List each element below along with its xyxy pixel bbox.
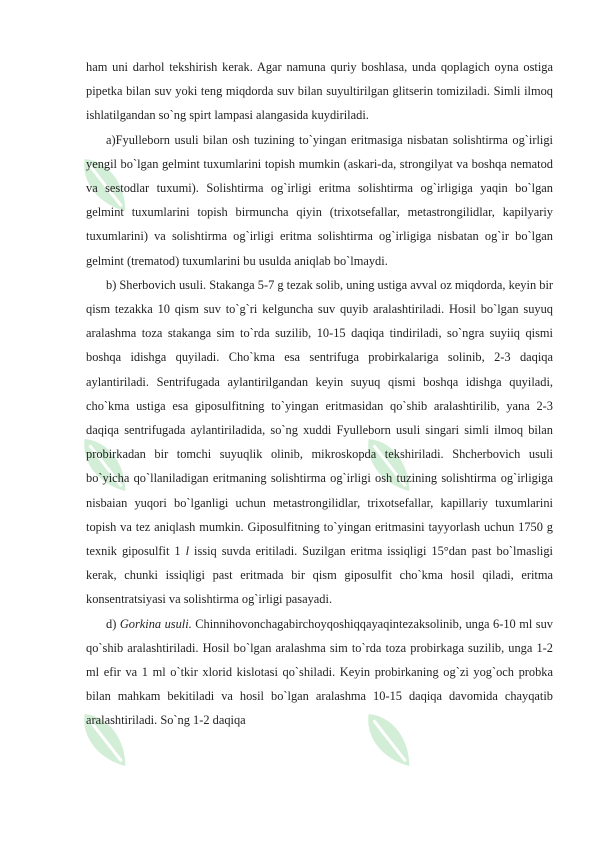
document-body <box>86 55 553 733</box>
text-run: issiq suvda eritiladi. Suzilgan eritma issiqligi 15°dan past bo`lmasligi kerak, chunki issiqligi past eritmada bir qism giposulfit cho`kma hosil qiladi, eritma konsentratsiyasi va solishtirma og`irligi pasayadi. <box>86 544 553 607</box>
paragraph <box>86 612 553 733</box>
paragraph <box>86 273 553 612</box>
paragraph <box>86 128 553 273</box>
paragraph <box>86 55 553 128</box>
italic-text: Gorkina usuli. <box>119 616 192 631</box>
text-run: d) <box>106 616 120 631</box>
text-run: a)Fyulleborn usuli bilan osh tuzining to`yingan eritmasiga nisbatan solishtirma og`irligi yengil bo`lgan gelmint tuxumlarini topish mumkin (askari-da, strongilyat va boshqa nematod va sestodlar tuxumi). Solishtirma og`irligi eritma solishtirma og`irligiga yaqin bo`lgan gelmint tuxumlarini topish birmuncha qiyin (trixotsefallar, metastrongilidlar, kapilyariy tuxumlarini) va solishtirma og`irligi eritma solishtirma og`irligiga nisbatan og`ir bo`lgan gelmint (trematod) tuxumlarini bu usulda aniqlab bo`lmaydi. <box>86 132 553 268</box>
italic-text: l <box>185 544 190 559</box>
text-run: b) Sherbovich usuli. Stakanga 5-7 g tezak solib, uning ustiga avval oz miqdorda, keyin bir qism tezakka 10 qism suv to`g`ri kelguncha suv quyib aralashtiriladi. Hosil bo`lgan suyuq aralashma toza stakanga sim to`rda suzilib, 10-15 daqiqa tindiriladi, so`ngra suyiiq qismi boshqa idishga quyiladi. Cho`kma esa sentrifuga probirkalariga solinib, 2-3 daqiqa aylantiriladi. Sentrifugada aylantirilgandan keyin suyuq qismi boshqa idishga quyiladi, cho`kma ustiga esa giposulfitning to`yingan eritmasidan qo`shib aralashtirilib, yana 2-3 daqiqa sentrifugada aylantiriladida, so`ng xuddi Fyulleborn usuli singari simli ilmoq bilan probirkadan bir tomchi suyuqlik olinib, mikroskopda tekshiriladi. Shcherbovich usuli bo`yicha qo`llaniladigan eritmaning solishtirma og`irligi osh tuzining solishtirma og`irligiga nisbaian yuqori bo`lganligi uchun metastrongilidlar, trixotsefallar, kapillariy tuxumlarini topish va tez aniqlash mumkin. Giposulfitning to`yingan eritmasini tayyorlash uchun 1750 g texnik giposulfit 1 <box>86 277 554 559</box>
text-run: ham uni darhol tekshirish kerak. Agar namuna quriy boshlasa, unda qoplagich oyna ostiga pipetka bilan suv yoki teng miqdorda suv bilan suyultirilgan glitserin tomiziladi. Simli ilmoq ishlatilgandan so`ng spirt lampasi alangasida kuydiriladi. <box>86 60 553 123</box>
text-run: Chinnihovonchagabirchoyqoshiqqayaqintezaksolinib, unga 6-10 ml suv qo`shib aralashtiriladi. Hosil bo`lgan aralashma sim to`rda toza probirkaga suzilib, unga 1-2 ml efir va 1 ml o`tkir xlorid kislotasi qo`shiladi. Keyin probirkaning og`zi yog`och probka bilan mahkam bekitiladi va hosil bo`lgan aralashma 10-15 daqiqa davomida chayqatib aralashtiriladi. So`ng 1-2 daqiqa <box>86 616 553 728</box>
